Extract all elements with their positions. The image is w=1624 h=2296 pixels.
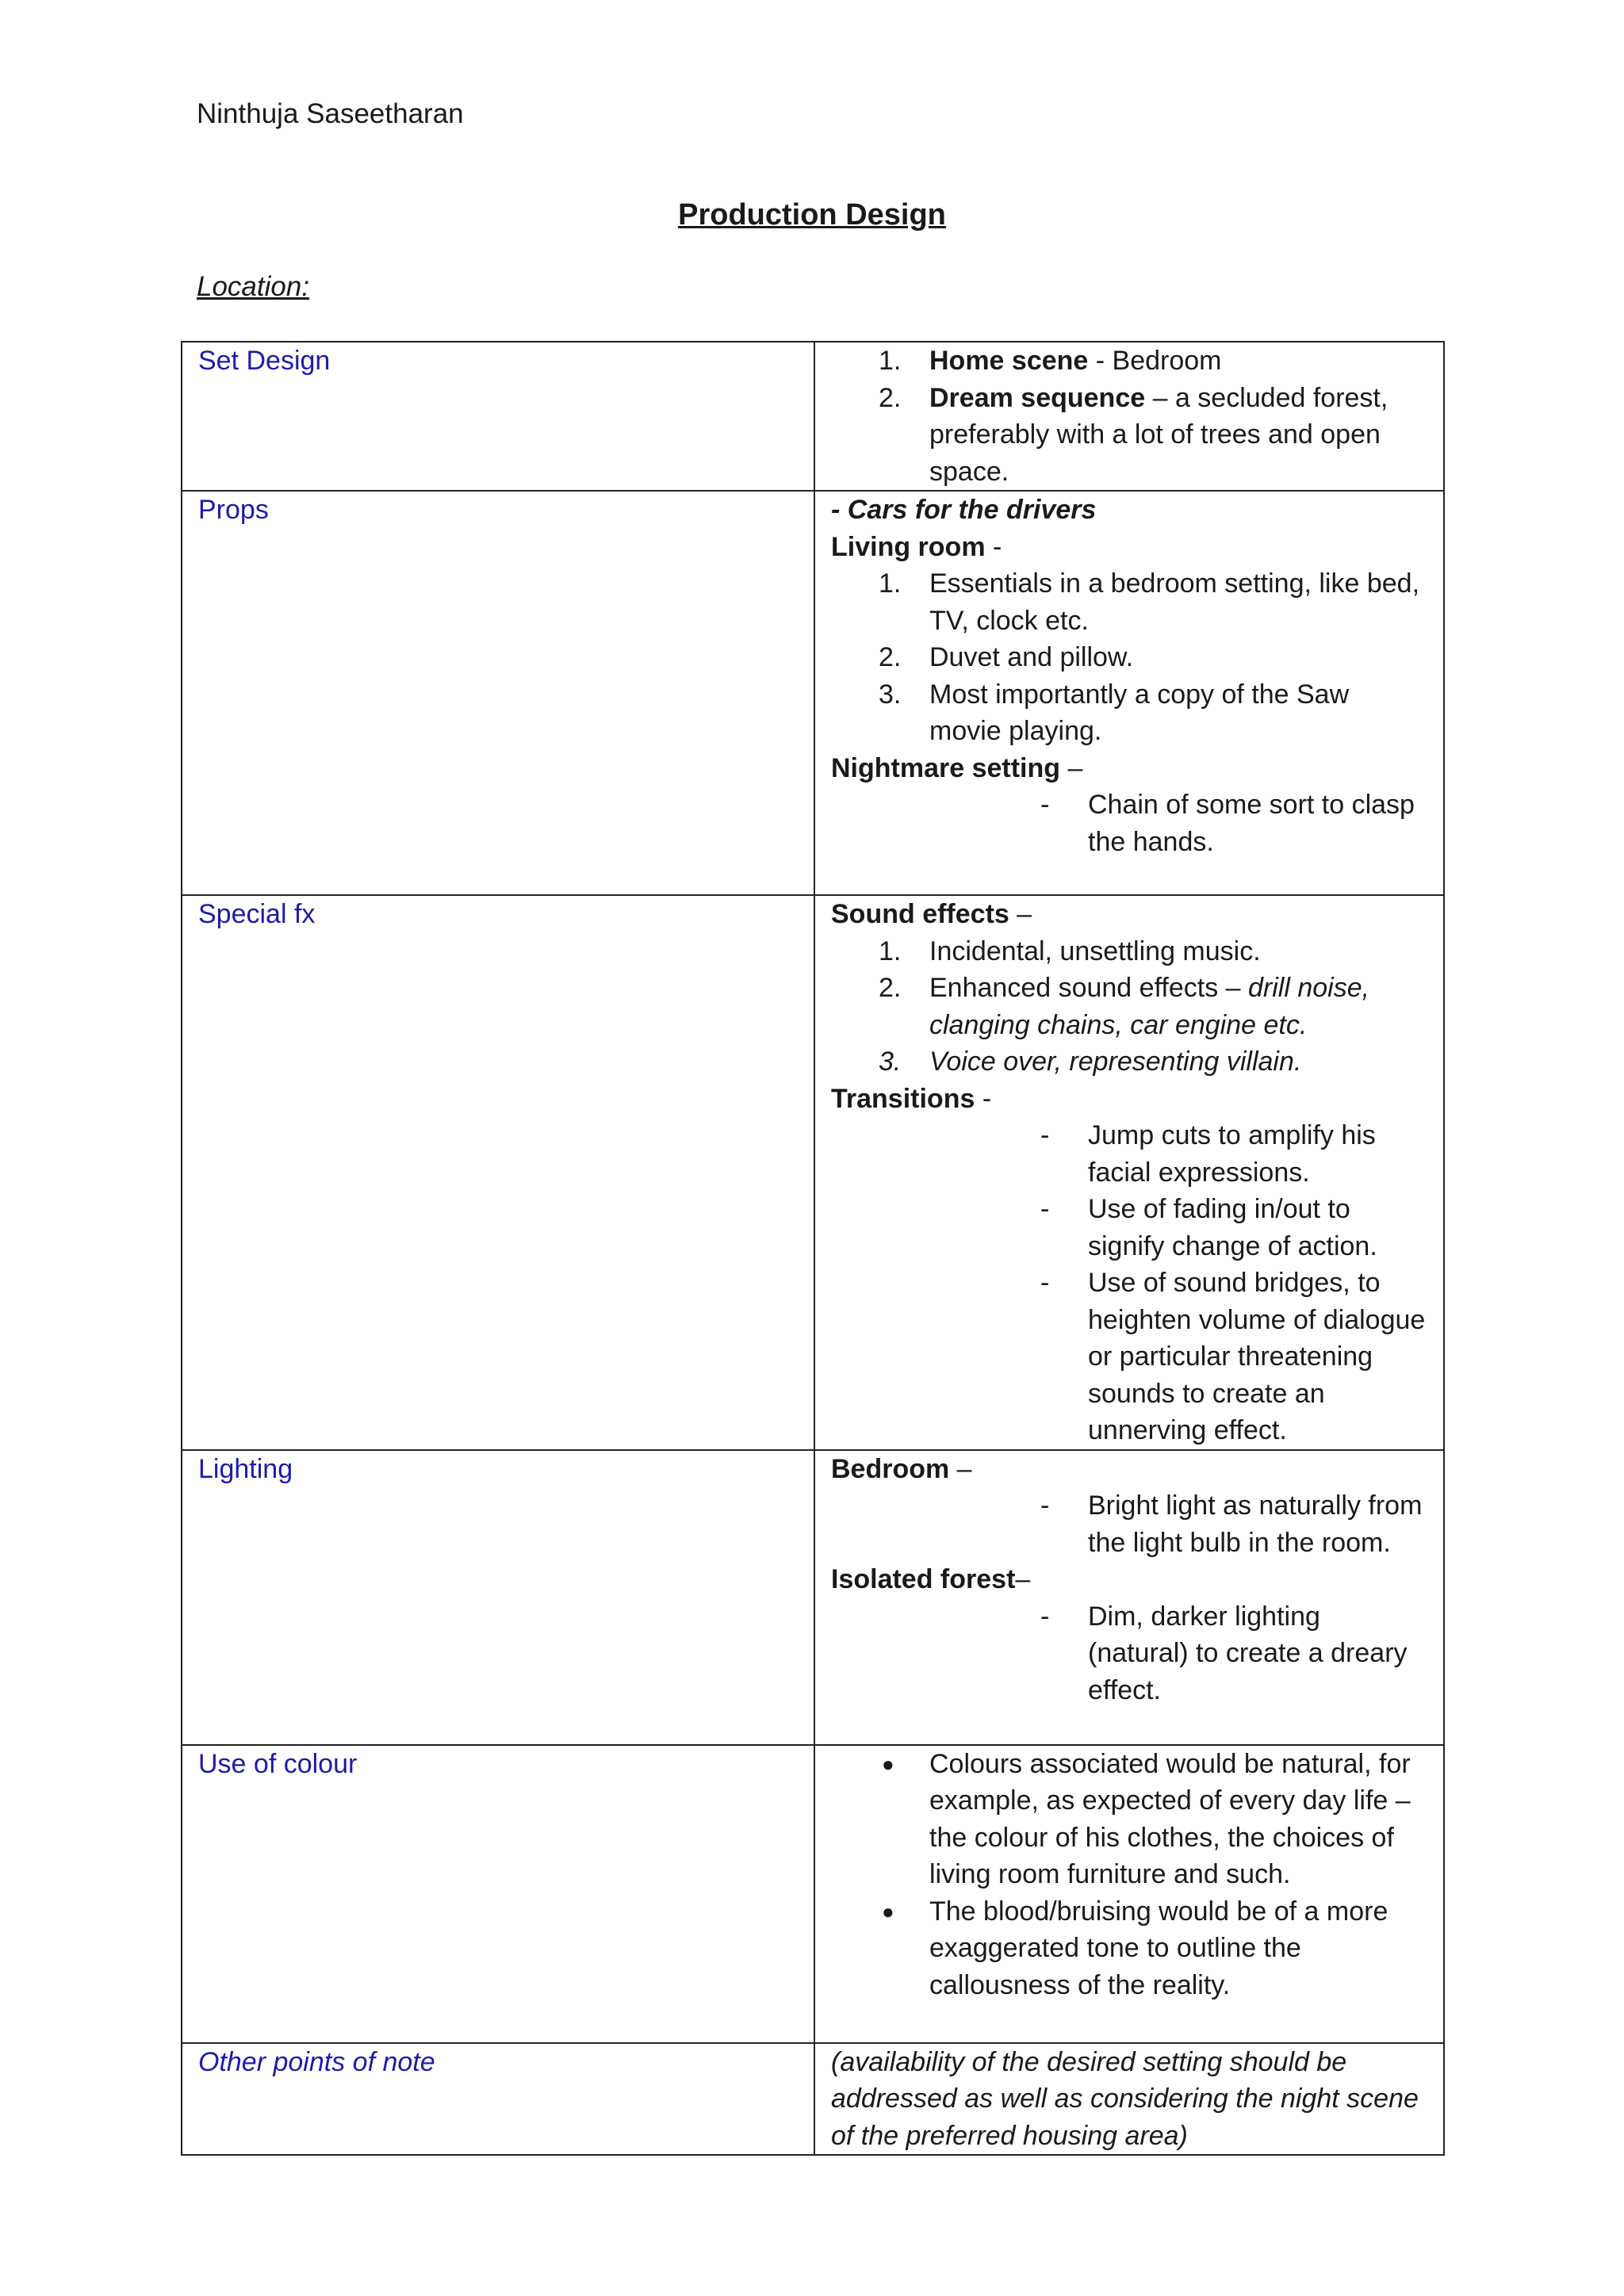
row-label-props: Props — [182, 491, 814, 895]
table-row-other-points — [182, 2043, 1444, 2156]
props-nightmare-heading: Nightmare setting – — [831, 752, 1083, 783]
row-content-use-of-colour — [814, 1745, 1444, 2043]
props-cars-note: - Cars for the drivers — [831, 495, 1097, 525]
list-item: - Use of fading in/out to signify change of action. — [1040, 1194, 1377, 1261]
row-label-use-of-colour: Use of colour — [182, 1745, 814, 2043]
list-item: - Chain of some sort to clasp the hands. — [1040, 790, 1415, 857]
props-living-room-heading: Living room - — [831, 531, 1002, 562]
location-label: Location: — [197, 271, 310, 302]
sound-effects-heading: Sound effects – — [831, 899, 1032, 929]
list-item: 1. Incidental, unsettling music. — [879, 936, 1261, 966]
list-item: - Dim, darker lighting (natural) to create a dreary effect. — [1040, 1601, 1408, 1705]
row-content-set-design — [814, 342, 1444, 491]
lighting-bedroom-heading: Bedroom – — [831, 1453, 972, 1484]
list-item: 1. Essentials in a bedroom setting, like bed, TV, clock etc. — [879, 568, 1420, 636]
bullet-icon: ● — [882, 1751, 894, 1776]
table-row-set-design — [182, 342, 1444, 491]
row-label-other-points: Other points of note — [182, 2043, 814, 2156]
list-item: 2. Enhanced sound effects – drill noise, clanging chains, car engine etc. — [879, 973, 1370, 1040]
lighting-forest-heading: Isolated forest– — [831, 1564, 1031, 1594]
list-item: ● The blood/bruising would be of a more exaggerated tone to outline the callousness of the reality. — [831, 1893, 1427, 2004]
list-item: 2. Duvet and pillow. — [879, 642, 1134, 672]
production-design-table — [181, 341, 1445, 2156]
row-content-special-fx — [814, 895, 1444, 1450]
list-item: 2. Dream sequence – a secluded forest, preferably with a lot of trees and open space. — [879, 382, 1388, 487]
list-item: 3. Most importantly a copy of the Saw movie playing. — [879, 679, 1350, 746]
row-content-lighting — [814, 1450, 1444, 1745]
list-item: 3. Voice over, representing villain. — [879, 1047, 1302, 1077]
list-item: ● Colours associated would be natural, for example, as expected of every day life – the colour of his clothes, the choices of living room furniture and such. — [831, 1746, 1427, 1893]
bullet-icon: ● — [882, 1899, 894, 1923]
row-content-props — [814, 491, 1444, 895]
table-row-lighting — [182, 1450, 1444, 1745]
table-row-props — [182, 491, 1444, 895]
row-content-other-points: (availability of the desired setting should be addressed as well as considering the night scene of the preferred housing area) — [814, 2043, 1444, 2156]
list-item: - Jump cuts to amplify his facial expressions. — [1040, 1120, 1376, 1188]
page-title: Production Design — [678, 198, 946, 232]
row-label-set-design: Set Design — [182, 342, 814, 491]
list-item: - Use of sound bridges, to heighten volume of dialogue or particular threatening sounds to create an unnerving effect. — [1040, 1268, 1426, 1445]
row-label-special-fx: Special fx — [182, 895, 814, 1450]
table-row-special-fx — [182, 895, 1444, 1450]
table-row-use-of-colour — [182, 1745, 1444, 2043]
transitions-heading: Transitions - — [831, 1083, 992, 1114]
author-name: Ninthuja Saseetharan — [197, 98, 464, 129]
row-label-lighting: Lighting — [182, 1450, 814, 1745]
list-item: - Bright light as naturally from the light bulb in the room. — [1040, 1490, 1423, 1558]
list-item: 1. Home scene - Bedroom — [879, 346, 1222, 376]
